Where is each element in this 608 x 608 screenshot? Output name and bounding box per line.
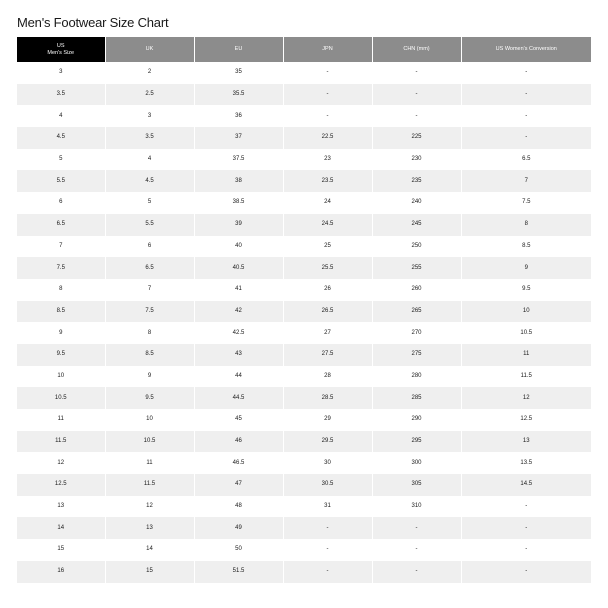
table-cell-uk: 3 [105,105,194,127]
table-cell-uk: 5.5 [105,214,194,236]
table-cell-uk: 15 [105,561,194,583]
page-title: Men's Footwear Size Chart [17,15,169,30]
table-cell-jpn: - [283,105,372,127]
table-cell-jpn: 28.5 [283,387,372,409]
table-cell-jpn: 25 [283,236,372,258]
table-cell-uk: 13 [105,517,194,539]
table-cell-us-womens: - [461,517,591,539]
table-cell-chn: 270 [372,322,461,344]
table-cell-jpn: - [283,517,372,539]
table-cell-jpn: - [283,561,372,583]
table-row [17,279,591,301]
column-header-jpn [283,37,372,62]
table-row [17,409,591,431]
table-cell-chn: 300 [372,452,461,474]
table-cell-jpn: - [283,84,372,106]
table-cell-us-womens: 14.5 [461,474,591,496]
table-cell-uk: 7 [105,279,194,301]
table-cell-uk: 8.5 [105,344,194,366]
table-row [17,344,591,366]
column-header-eu [194,37,283,62]
table-cell-us-womens: 13 [461,431,591,453]
table-row [17,561,591,583]
size-chart-body [17,62,591,583]
table-cell-us-mens: 3.5 [17,84,105,106]
table-cell-eu: 46 [194,431,283,453]
table-cell-us-mens: 7 [17,236,105,258]
table-cell-chn: 305 [372,474,461,496]
table-cell-chn: - [372,84,461,106]
table-row [17,257,591,279]
table-cell-eu: 38 [194,170,283,192]
table-row [17,366,591,388]
table-cell-jpn: 27.5 [283,344,372,366]
table-cell-jpn: - [283,539,372,561]
table-cell-uk: 6.5 [105,257,194,279]
table-cell-chn: - [372,105,461,127]
table-cell-us-womens: - [461,127,591,149]
size-chart-table [17,37,591,583]
column-header-line: US Women's Conversion [495,46,557,52]
table-row [17,192,591,214]
table-cell-uk: 7.5 [105,301,194,323]
table-cell-jpn: 30.5 [283,474,372,496]
table-cell-us-womens: 9 [461,257,591,279]
table-cell-eu: 49 [194,517,283,539]
table-cell-us-womens: - [461,62,591,84]
table-cell-uk: 2.5 [105,84,194,106]
table-cell-uk: 10 [105,409,194,431]
table-cell-us-mens: 5 [17,149,105,171]
table-cell-us-mens: 11 [17,409,105,431]
table-row [17,474,591,496]
table-row [17,84,591,106]
table-cell-us-womens: 8.5 [461,236,591,258]
table-cell-us-womens: - [461,561,591,583]
table-cell-eu: 40 [194,236,283,258]
column-header-line: UK [145,46,154,52]
table-row [17,387,591,409]
table-cell-chn: - [372,561,461,583]
table-cell-uk: 14 [105,539,194,561]
table-cell-us-mens: 10.5 [17,387,105,409]
table-cell-chn: 225 [372,127,461,149]
table-cell-jpn: 26.5 [283,301,372,323]
table-cell-us-womens: 11.5 [461,366,591,388]
table-cell-us-womens: 10 [461,301,591,323]
table-cell-jpn: 30 [283,452,372,474]
column-header-line: CHN (mm) [403,46,430,52]
table-cell-us-mens: 12.5 [17,474,105,496]
table-row [17,539,591,561]
table-cell-us-womens: 12 [461,387,591,409]
table-cell-eu: 46.5 [194,452,283,474]
table-cell-jpn: 23 [283,149,372,171]
table-cell-us-womens: 11 [461,344,591,366]
table-cell-jpn: 25.5 [283,257,372,279]
table-cell-us-womens: - [461,84,591,106]
table-cell-us-womens: - [461,496,591,518]
table-cell-us-womens: 7.5 [461,192,591,214]
table-cell-uk: 6 [105,236,194,258]
table-row [17,214,591,236]
table-cell-eu: 42.5 [194,322,283,344]
table-cell-us-mens: 8 [17,279,105,301]
table-cell-eu: 37.5 [194,149,283,171]
table-cell-eu: 36 [194,105,283,127]
table-cell-chn: 230 [372,149,461,171]
table-cell-us-mens: 8.5 [17,301,105,323]
table-cell-us-mens: 4.5 [17,127,105,149]
table-cell-us-mens: 3 [17,62,105,84]
table-row [17,496,591,518]
table-cell-eu: 35 [194,62,283,84]
table-cell-chn: 295 [372,431,461,453]
table-cell-jpn: 26 [283,279,372,301]
table-row [17,322,591,344]
table-cell-us-mens: 10 [17,366,105,388]
table-row [17,170,591,192]
table-cell-us-mens: 7.5 [17,257,105,279]
table-cell-us-mens: 9 [17,322,105,344]
table-cell-chn: 275 [372,344,461,366]
table-cell-us-womens: 8 [461,214,591,236]
table-cell-uk: 8 [105,322,194,344]
table-cell-us-womens: 13.5 [461,452,591,474]
table-cell-eu: 40.5 [194,257,283,279]
table-cell-eu: 41 [194,279,283,301]
table-cell-eu: 35.5 [194,84,283,106]
table-cell-eu: 44.5 [194,387,283,409]
table-cell-jpn: 28 [283,366,372,388]
table-cell-eu: 44 [194,366,283,388]
table-cell-jpn: 31 [283,496,372,518]
column-header-line: JPN [322,46,333,52]
table-cell-uk: 9 [105,366,194,388]
table-cell-us-womens: - [461,539,591,561]
table-cell-chn: 255 [372,257,461,279]
table-cell-us-mens: 15 [17,539,105,561]
table-row [17,431,591,453]
table-row [17,105,591,127]
table-cell-chn: - [372,62,461,84]
table-cell-us-mens: 12 [17,452,105,474]
table-cell-us-mens: 6.5 [17,214,105,236]
table-cell-us-mens: 6 [17,192,105,214]
table-cell-chn: - [372,517,461,539]
table-cell-eu: 51.5 [194,561,283,583]
table-cell-chn: 290 [372,409,461,431]
table-cell-uk: 9.5 [105,387,194,409]
column-header-us-mens [17,37,105,62]
table-cell-us-mens: 14 [17,517,105,539]
table-row [17,301,591,323]
table-cell-us-womens: 10.5 [461,322,591,344]
table-cell-eu: 42 [194,301,283,323]
table-cell-us-mens: 9.5 [17,344,105,366]
table-cell-uk: 4.5 [105,170,194,192]
table-cell-eu: 45 [194,409,283,431]
table-cell-uk: 11.5 [105,474,194,496]
table-cell-eu: 50 [194,539,283,561]
table-cell-us-mens: 4 [17,105,105,127]
column-header-line: US [56,42,65,49]
column-header-chn [372,37,461,62]
table-row [17,149,591,171]
table-cell-eu: 37 [194,127,283,149]
table-cell-chn: 280 [372,366,461,388]
table-cell-jpn: 24 [283,192,372,214]
table-cell-chn: 245 [372,214,461,236]
table-cell-us-mens: 16 [17,561,105,583]
column-header-us-womens [461,37,591,62]
table-cell-uk: 11 [105,452,194,474]
table-cell-jpn: - [283,62,372,84]
table-cell-us-womens: 12.5 [461,409,591,431]
table-cell-chn: 285 [372,387,461,409]
table-cell-us-womens: - [461,105,591,127]
table-row [17,236,591,258]
table-row [17,452,591,474]
table-header-row [17,37,591,62]
table-row [17,62,591,84]
table-cell-us-mens: 11.5 [17,431,105,453]
table-cell-eu: 39 [194,214,283,236]
column-header-uk [105,37,194,62]
table-cell-us-womens: 6.5 [461,149,591,171]
table-cell-chn: - [372,539,461,561]
table-cell-jpn: 29 [283,409,372,431]
table-cell-chn: 265 [372,301,461,323]
table-cell-jpn: 22.5 [283,127,372,149]
table-row [17,517,591,539]
table-cell-eu: 48 [194,496,283,518]
table-cell-us-mens: 5.5 [17,170,105,192]
table-cell-chn: 235 [372,170,461,192]
table-cell-chn: 310 [372,496,461,518]
table-cell-us-mens: 13 [17,496,105,518]
table-cell-eu: 47 [194,474,283,496]
table-cell-us-womens: 7 [461,170,591,192]
column-header-line: Men's Size [47,49,75,56]
table-cell-uk: 12 [105,496,194,518]
table-cell-chn: 250 [372,236,461,258]
table-cell-uk: 5 [105,192,194,214]
table-cell-uk: 3.5 [105,127,194,149]
table-cell-jpn: 23.5 [283,170,372,192]
column-header-line: EU [234,46,243,52]
table-cell-jpn: 29.5 [283,431,372,453]
table-cell-uk: 4 [105,149,194,171]
table-cell-uk: 10.5 [105,431,194,453]
table-cell-us-womens: 9.5 [461,279,591,301]
table-cell-eu: 43 [194,344,283,366]
table-cell-chn: 260 [372,279,461,301]
table-cell-jpn: 24.5 [283,214,372,236]
table-cell-eu: 38.5 [194,192,283,214]
table-row [17,127,591,149]
table-cell-uk: 2 [105,62,194,84]
table-cell-chn: 240 [372,192,461,214]
table-cell-jpn: 27 [283,322,372,344]
